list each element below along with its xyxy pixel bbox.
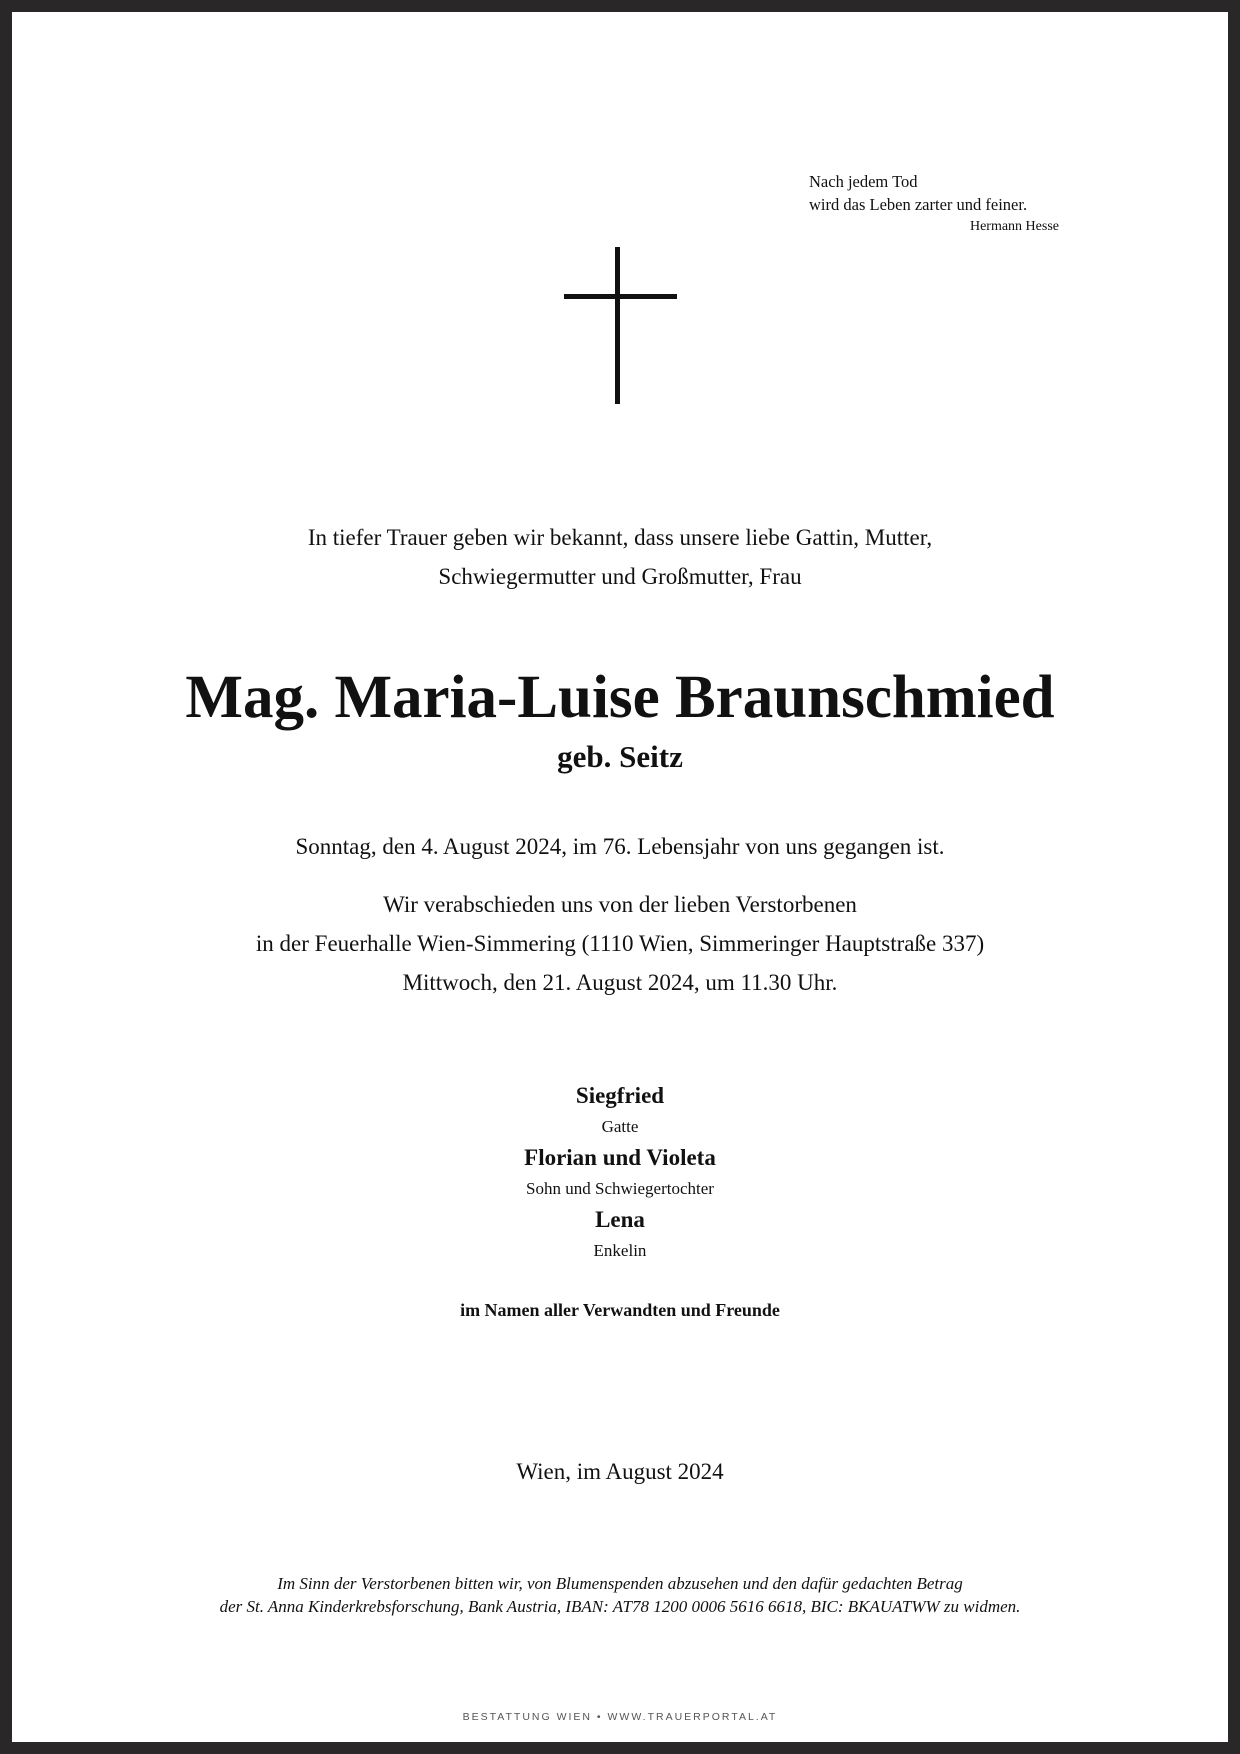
- service-details: [12, 885, 1228, 1002]
- announcement-text: [12, 518, 1228, 596]
- obituary-page: [12, 12, 1228, 1742]
- mourner-relation: Sohn und Schwiegertochter: [526, 1179, 714, 1198]
- epigraph-quote: [809, 170, 1059, 238]
- service-line-3: Mittwoch, den 21. August 2024, um 11.30 Uhr.: [402, 970, 838, 995]
- footer-credit: BESTATTUNG WIEN • WWW.TRAUERPORTAL.AT: [462, 1711, 778, 1723]
- quote-line-1: Nach jedem Tod: [809, 172, 918, 191]
- service-line-2: in der Feuerhalle Wien-Simmering (1110 Wien, Simmeringer Hauptstraße 337): [255, 931, 985, 956]
- mourner-relation: Gatte: [601, 1117, 639, 1136]
- mourner-name: Lena: [595, 1207, 645, 1232]
- death-statement: Sonntag, den 4. August 2024, im 76. Lebensjahr von uns gegangen ist.: [295, 834, 945, 859]
- announcement-line-1: In tiefer Trauer geben wir bekannt, dass unsere liebe Gattin, Mutter,: [307, 525, 933, 550]
- quote-author: Hermann Hesse: [969, 219, 1059, 234]
- mourner-relation: Enkelin: [593, 1241, 647, 1260]
- mourner-name: Siegfried: [575, 1083, 665, 1108]
- announcement-line-2: Schwiegermutter und Großmutter, Frau: [438, 564, 802, 589]
- quote-line-2: wird das Leben zarter und feiner.: [809, 195, 1028, 214]
- donation-note: [12, 1572, 1228, 1618]
- maiden-name: geb. Seitz: [557, 739, 683, 774]
- donation-note-line-2: der St. Anna Kinderkrebsforschung, Bank Austria, IBAN: AT78 1200 0006 5616 6618, BIC: BKAUATWW zu widmen.: [219, 1597, 1021, 1616]
- donation-note-line-1: Im Sinn der Verstorbenen bitten wir, von Blumenspenden abzusehen und den dafür gedachten Betrag: [277, 1574, 963, 1593]
- service-line-1: Wir verabschieden uns von der lieben Verstorbenen: [383, 892, 857, 917]
- on-behalf-line: im Namen aller Verwandten und Freunde: [460, 1300, 780, 1320]
- place-date: Wien, im August 2024: [516, 1459, 724, 1484]
- mourner-name: Florian und Violeta: [524, 1145, 716, 1170]
- deceased-name: Mag. Maria-Luise Braunschmied: [185, 664, 1055, 731]
- cross-vertical-bar: [615, 247, 620, 404]
- cross-horizontal-bar: [564, 294, 677, 299]
